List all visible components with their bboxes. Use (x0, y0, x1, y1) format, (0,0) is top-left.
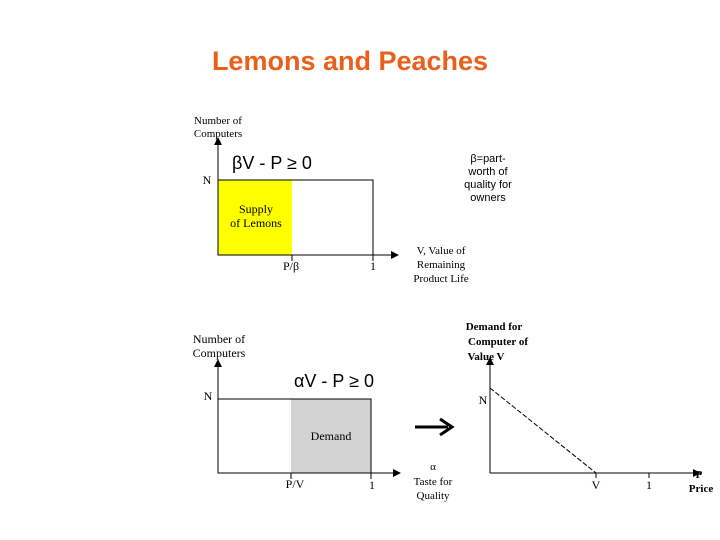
supply-label-line2: of Lemons (230, 216, 282, 230)
bottom-left-constraint-label: αV - P ≥ 0 (294, 371, 374, 391)
bottom-right-chart (466, 321, 714, 495)
bottom-right-x-label-line2: Price (688, 483, 714, 495)
bottom-right-y-label-line3: Value V (467, 351, 505, 363)
top-constraint-label: βV - P ≥ 0 (232, 153, 312, 173)
top-chart (194, 115, 512, 285)
bottom-left-x-label-line1: α (430, 461, 436, 473)
page-title: Lemons and Peaches (211, 46, 489, 76)
top-y-tick-n: N (202, 173, 212, 187)
bottom-right-y-label-line2: Computer of (468, 336, 528, 348)
top-x-label-line1: V, Value of (416, 245, 466, 257)
bottom-left-y-label-line2: Computers (192, 346, 246, 360)
bottom-left-x-label-line2: Taste for (413, 476, 453, 488)
demand-label: Demand (310, 429, 352, 443)
top-x-label-line2: Remaining (416, 259, 466, 271)
beta-note-line3: quality for (464, 179, 512, 191)
bottom-left-x-tick-max: 1 (369, 478, 375, 492)
bottom-right-x-tick-max: 1 (646, 478, 652, 492)
top-x-label-line3: Product Life (413, 273, 469, 285)
right-arrow-icon (415, 419, 452, 435)
bottom-left-y-tick-n: N (203, 389, 213, 403)
beta-note-line2: worth of (468, 166, 508, 178)
bottom-right-x-label-line1: P (695, 469, 703, 481)
bottom-left-x-tick-threshold: P/V (285, 477, 305, 491)
top-x-tick-max: 1 (370, 259, 376, 273)
bottom-right-y-tick-n: N (478, 393, 488, 407)
bottom-right-x-tick-v: V (591, 478, 601, 492)
beta-note-line4: owners (470, 192, 506, 204)
top-x-tick-threshold: P/β (282, 259, 300, 273)
top-y-label-line2: Computers (193, 128, 243, 140)
bottom-left-x-label-line3: Quality (416, 490, 450, 502)
supply-label-line1: Supply (238, 202, 274, 216)
demand-curve (490, 388, 596, 473)
bottom-left-y-label-line1: Number of (192, 332, 246, 346)
top-y-label-line1: Number of (194, 115, 242, 127)
bottom-right-y-label-line1: Demand for (465, 321, 523, 333)
beta-note-line1: β=part- (470, 153, 506, 165)
bottom-left-chart (193, 332, 453, 502)
